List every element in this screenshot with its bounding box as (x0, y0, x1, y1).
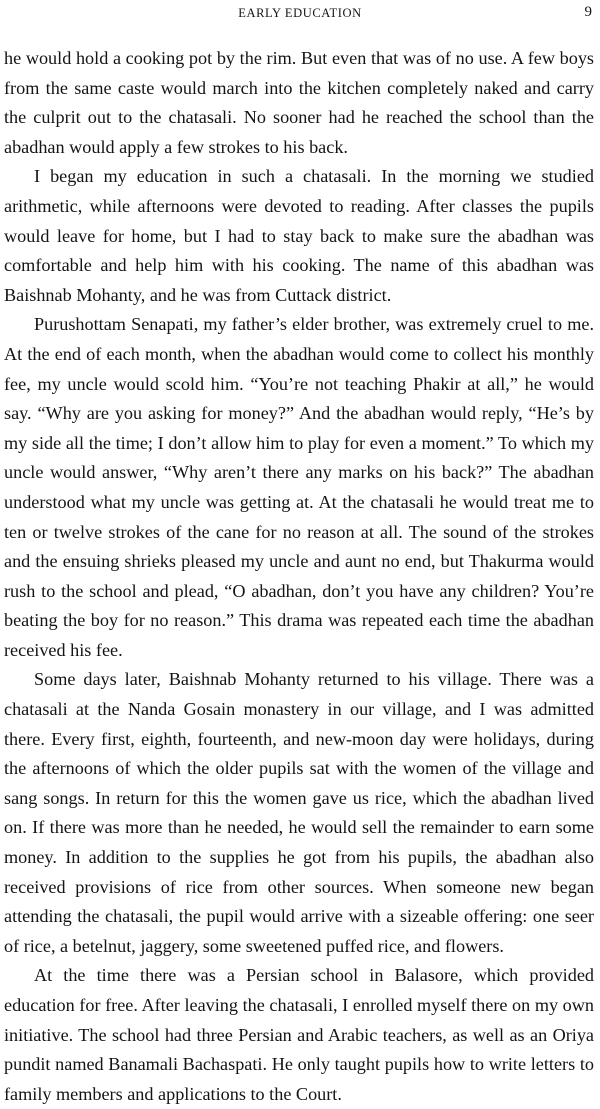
paragraph-continued: he would hold a cooking pot by the rim. But even that was of no use. A few boys from the same caste would march into the kitchen completely naked and carry the culprit out to the chatasali. No sooner had he reached the school than the abadhan would apply a few strokes to his back. (4, 48, 594, 157)
page-number: 9 (584, 4, 592, 20)
paragraph-chatasali-education: I began my education in such a chatasali. In the morning we studied arithmetic, while afternoons were devoted to reading. After classes the pupils would leave for home, but I had to stay back to make sure the abadhan was comfortable and help him with his cooking. The name of this abadhan was Baishnab Mohanty, and he was from Cuttack district. (4, 166, 594, 305)
paragraph-cruel-uncle: Purushottam Senapati, my father’s elder brother, was extremely cruel to me. At the end of each month, when the abadhan would come to collect his monthly fee, my uncle would scold him. “You’re not teaching Phakir at all,” he would say. “Why are you asking for money?” And the abadhan would reply, “He’s by my side all the time; I don’t allow him to play for even a moment.” To which my uncle would answer, “Why aren’t there any marks on his back?” The abadhan understood what my uncle was getting at. At the chatasali he would treat me to ten or twelve strokes of the cane for no reason at all. The sound of the strokes and the ensuing shrieks pleased my uncle and aunt no end, but Thakurma would rush to the school and plead, “O abadhan, don’t you have any children? You’re beating the boy for no reason.” This drama was repeated each time the abadhan received his fee. (4, 314, 594, 660)
paragraph-persian-school: At the time there was a Persian school in Balasore, which provided education for free. After leaving the chatasali, I enrolled myself there on my own initiative. The school had three Persian and Arabic teachers, as well as an Oriya pundit named Banamali Bachaspati. He only taught pupils how to write letters to family members and applications to the Court. (4, 965, 594, 1104)
page-header (0, 4, 600, 26)
running-head: EARLY EDUCATION (238, 6, 362, 20)
paragraph-monastery-chatasali: Some days later, Baishnab Mohanty returned to his village. There was a chatasali at the Nanda Gosain monastery in our village, and I was admitted there. Every first, eighth, fourteenth, and new-moon day were holidays, during the afternoons of which the older pupils sat with the women of the village and sang songs. In return for this the women gave us rice, which the abadhan lived on. If there was more than he needed, he would sell the remainder to earn some money. In addition to the supplies he got from his pupils, the abadhan also received provisions of rice from other sources. When someone new began attending the chatasali, the pupil would arrive with a sizeable offering: one seer of rice, a betelnut, jaggery, some sweetened puffed rice, and flowers. (4, 669, 594, 956)
body-text (4, 44, 594, 1109)
